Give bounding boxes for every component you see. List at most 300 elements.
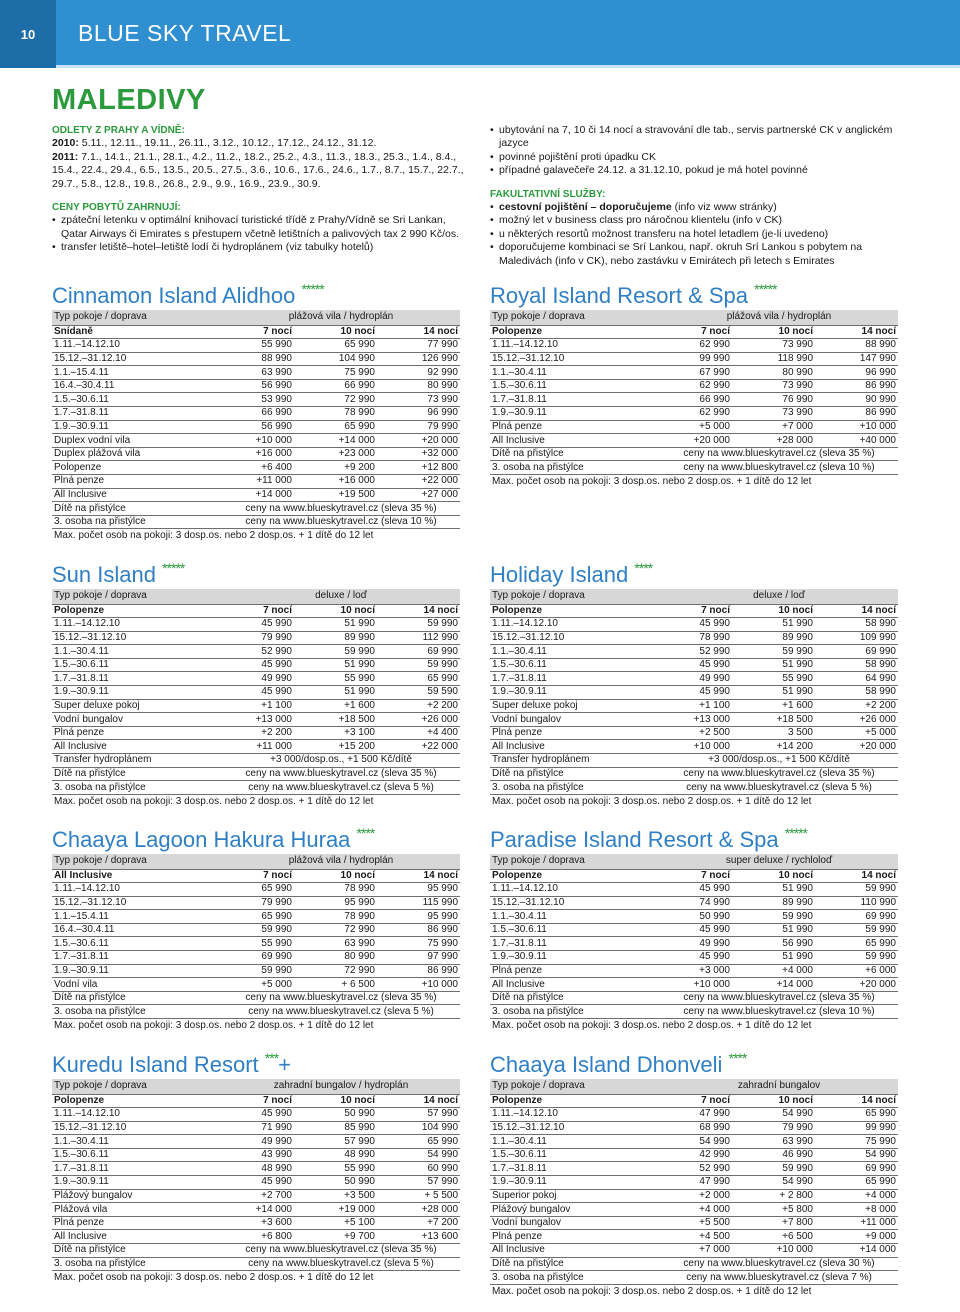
- price-cell: 51 990: [294, 618, 377, 632]
- price-cell: 69 990: [815, 645, 898, 659]
- table-row: [52, 978, 460, 992]
- nights-header: 14 nocí: [377, 325, 460, 339]
- price-cell: +1 600: [732, 699, 815, 713]
- price-cell: +4 000: [815, 1189, 898, 1203]
- price-cell: +5 000: [815, 726, 898, 740]
- price-cell: 57 990: [377, 1108, 460, 1122]
- table-row: [52, 447, 460, 461]
- nights-header: 14 nocí: [377, 1094, 460, 1108]
- row-label: Super deluxe pokoj: [490, 699, 660, 713]
- nights-header: 14 nocí: [815, 325, 898, 339]
- room-type: zahradní bungalov / hydroplán: [222, 1079, 460, 1094]
- price-cell: 89 990: [294, 631, 377, 645]
- price-cell: +18 500: [732, 713, 815, 727]
- price-cell: 45 990: [222, 1176, 294, 1190]
- table-row: [52, 1108, 460, 1122]
- price-cell: 78 990: [294, 910, 377, 924]
- price-cell: 66 990: [660, 393, 732, 407]
- table-row: [52, 488, 460, 502]
- table-row: [490, 883, 898, 897]
- merged-price-cell: ceny na www.blueskytravel.cz (sleva 35 %): [222, 767, 460, 781]
- table-row: [490, 713, 898, 727]
- table-row: [490, 1230, 898, 1244]
- price-cell: + 5 500: [377, 1189, 460, 1203]
- row-label: 1.7.–31.8.11: [52, 672, 222, 686]
- star-rating: *****: [162, 560, 185, 576]
- price-table: [490, 589, 898, 795]
- table-row: [490, 1203, 898, 1217]
- price-cell: 59 990: [815, 923, 898, 937]
- price-cell: 49 990: [222, 1135, 294, 1149]
- price-cell: 95 990: [377, 910, 460, 924]
- price-cell: 78 990: [294, 883, 377, 897]
- row-label: 3. osoba na přistýlce: [52, 515, 222, 529]
- price-cell: 75 990: [294, 366, 377, 380]
- price-cell: +2 500: [660, 726, 732, 740]
- occupancy-note: Max. počet osob na pokoji: 3 dosp.os. nebo 2 dosp.os. + 1 dítě do 12 let: [492, 795, 812, 807]
- price-cell: 45 990: [660, 923, 732, 937]
- table-row: [490, 964, 898, 978]
- table-row: [490, 951, 898, 965]
- price-cell: 53 990: [222, 393, 294, 407]
- table-header-row: [52, 1079, 460, 1094]
- table-row: [52, 1257, 460, 1271]
- row-label: 1.9.–30.9.11: [490, 686, 660, 700]
- price-cell: +14 000: [222, 1203, 294, 1217]
- merged-price-cell: ceny na www.blueskytravel.cz (sleva 35 %): [222, 991, 460, 1005]
- price-cell: +6 400: [222, 461, 294, 475]
- price-cell: 79 990: [222, 896, 294, 910]
- row-label: 1.7.–31.8.11: [490, 672, 660, 686]
- table-row: [490, 1005, 898, 1019]
- price-cell: +10 000: [222, 434, 294, 448]
- hotel-name-text: Chaaya Island Dhonveli: [490, 1052, 723, 1077]
- price-cell: 47 990: [660, 1176, 732, 1190]
- price-cell: 99 990: [815, 1121, 898, 1135]
- price-cell: 54 990: [732, 1176, 815, 1190]
- includes-item: • povinné pojištění proti úpadku CK: [490, 151, 910, 164]
- row-label: 15.12.–31.12.10: [490, 1121, 660, 1135]
- star-rating: *****: [784, 825, 807, 841]
- table-row: [490, 447, 898, 461]
- table-row: [52, 740, 460, 754]
- price-cell: +3 500: [294, 1189, 377, 1203]
- hotel-name: [52, 1051, 460, 1079]
- room-type: plážová vila / hydroplán: [660, 310, 898, 325]
- price-cell: +4 000: [660, 1203, 732, 1217]
- price-cell: +6 800: [222, 1230, 294, 1244]
- row-label: 3. osoba na přistýlce: [52, 781, 222, 795]
- table-header-row: [490, 589, 898, 604]
- row-label: Plážový bungalov: [52, 1189, 222, 1203]
- row-label: 1.7.–31.8.11: [490, 393, 660, 407]
- price-cell: 67 990: [660, 366, 732, 380]
- table-row: [490, 420, 898, 434]
- row-label: Polopenze: [52, 461, 222, 475]
- table-row: [52, 434, 460, 448]
- price-cell: 79 990: [377, 420, 460, 434]
- table-row: [490, 923, 898, 937]
- row-label: 15.12.–31.12.10: [52, 352, 222, 366]
- row-label: 1.5.–30.6.11: [490, 379, 660, 393]
- price-cell: +3 100: [294, 726, 377, 740]
- table-row: [490, 937, 898, 951]
- table-row: [52, 618, 460, 632]
- price-cell: 88 990: [222, 352, 294, 366]
- table-row: [52, 1162, 460, 1176]
- nights-header: 7 nocí: [660, 1094, 732, 1108]
- price-cell: 69 990: [222, 951, 294, 965]
- price-cell: +6 500: [732, 1230, 815, 1244]
- board-type: Polopenze: [490, 1094, 660, 1108]
- price-cell: 79 990: [222, 631, 294, 645]
- hotel-paradise-island-resort: [490, 826, 898, 1033]
- optional-item: • u některých resortů možnost transferu na hotel letadlem (je-li uvedeno): [490, 228, 910, 241]
- row-label: 1.9.–30.9.11: [490, 951, 660, 965]
- table-row: [490, 1108, 898, 1122]
- price-cell: 86 990: [815, 379, 898, 393]
- price-cell: 89 990: [732, 631, 815, 645]
- table-row: [52, 631, 460, 645]
- price-cell: +2 200: [222, 726, 294, 740]
- price-table: [490, 1079, 898, 1285]
- price-cell: 95 990: [377, 883, 460, 897]
- price-cell: +14 200: [732, 740, 815, 754]
- row-label: 16.4.–30.4.11: [52, 379, 222, 393]
- price-cell: +19 000: [294, 1203, 377, 1217]
- nights-header: 14 nocí: [815, 1094, 898, 1108]
- row-label: 1.5.–30.6.11: [490, 923, 660, 937]
- room-label: Typ pokoje / doprava: [490, 589, 660, 604]
- nights-header: 10 nocí: [294, 604, 377, 618]
- room-label: Typ pokoje / doprava: [490, 854, 660, 869]
- price-cell: 49 990: [660, 672, 732, 686]
- table-header-row: [490, 310, 898, 325]
- intro-left: [52, 124, 472, 255]
- price-cell: 49 990: [660, 937, 732, 951]
- row-label: Vodní bungalov: [490, 713, 660, 727]
- includes-item: • transfer letiště–hotel–letiště lodí či hydroplánem (viz tabulky hotelů): [52, 241, 472, 254]
- occupancy-note: Max. počet osob na pokoji: 3 dosp.os. nebo 2 dosp.os. + 1 dítě do 12 let: [492, 1285, 812, 1297]
- table-row: [52, 515, 460, 529]
- price-cell: 73 990: [732, 379, 815, 393]
- price-cell: +7 000: [732, 420, 815, 434]
- price-cell: 57 990: [377, 1176, 460, 1190]
- row-label: Dítě na přistýlce: [52, 767, 222, 781]
- table-row: [490, 1176, 898, 1190]
- hotel-name: [490, 826, 898, 854]
- price-cell: 73 990: [377, 393, 460, 407]
- table-row: [490, 352, 898, 366]
- hotel-name: [490, 561, 898, 589]
- board-row: [490, 604, 898, 618]
- price-cell: 45 990: [222, 686, 294, 700]
- price-cell: 54 990: [815, 1148, 898, 1162]
- price-cell: 59 990: [377, 658, 460, 672]
- price-cell: +10 000: [660, 740, 732, 754]
- row-label: 1.11.–14.12.10: [52, 618, 222, 632]
- board-row: [52, 1094, 460, 1108]
- price-cell: +20 000: [660, 434, 732, 448]
- price-cell: 45 990: [222, 1108, 294, 1122]
- room-label: Typ pokoje / doprava: [52, 854, 222, 869]
- table-row: [52, 699, 460, 713]
- price-cell: +12 800: [377, 461, 460, 475]
- price-cell: 59 990: [377, 618, 460, 632]
- hotel-name: [490, 1051, 898, 1079]
- star-rating: ****: [356, 825, 375, 841]
- price-cell: 46 990: [732, 1148, 815, 1162]
- price-cell: +16 000: [222, 447, 294, 461]
- price-cell: +22 000: [377, 475, 460, 489]
- hotel-name: [52, 826, 460, 854]
- row-label: 15.12.–31.12.10: [490, 631, 660, 645]
- price-cell: +11 000: [815, 1216, 898, 1230]
- price-cell: +4 000: [732, 964, 815, 978]
- price-cell: 59 990: [815, 951, 898, 965]
- row-label: 1.7.–31.8.11: [52, 1162, 222, 1176]
- row-label: 3. osoba na přistýlce: [490, 1271, 660, 1285]
- board-row: [490, 1094, 898, 1108]
- price-cell: 86 990: [377, 964, 460, 978]
- price-cell: 86 990: [377, 923, 460, 937]
- price-cell: 74 990: [660, 896, 732, 910]
- departures-2010: [52, 137, 472, 150]
- price-cell: 86 990: [815, 407, 898, 421]
- price-cell: 58 990: [815, 658, 898, 672]
- board-row: [490, 869, 898, 883]
- hotel-name-text: Royal Island Resort & Spa: [490, 283, 749, 308]
- price-cell: 57 990: [294, 1135, 377, 1149]
- row-label: Vodní vila: [52, 978, 222, 992]
- row-label: Duplex vodní vila: [52, 434, 222, 448]
- table-header-row: [52, 310, 460, 325]
- price-cell: 104 990: [294, 352, 377, 366]
- price-cell: +1 100: [222, 699, 294, 713]
- row-label: 15.12.–31.12.10: [52, 1121, 222, 1135]
- price-cell: +20 000: [815, 978, 898, 992]
- merged-price-cell: ceny na www.blueskytravel.cz (sleva 10 %): [660, 461, 898, 475]
- price-cell: +5 100: [294, 1216, 377, 1230]
- table-row: [52, 1135, 460, 1149]
- price-cell: 115 990: [377, 896, 460, 910]
- table-row: [52, 1244, 460, 1258]
- row-label: All Inclusive: [490, 434, 660, 448]
- table-row: [490, 1216, 898, 1230]
- price-cell: 55 990: [732, 672, 815, 686]
- price-cell: +5 800: [732, 1203, 815, 1217]
- price-table: [52, 1079, 460, 1271]
- price-cell: +13 000: [222, 713, 294, 727]
- row-label: 1.1.–30.4.11: [52, 645, 222, 659]
- price-cell: +2 200: [377, 699, 460, 713]
- table-row: [52, 923, 460, 937]
- row-label: 1.7.–31.8.11: [52, 951, 222, 965]
- price-cell: +40 000: [815, 434, 898, 448]
- row-label: Dítě na přistýlce: [52, 502, 222, 516]
- merged-price-cell: ceny na www.blueskytravel.cz (sleva 5 %): [222, 781, 460, 795]
- row-label: Plážový bungalov: [490, 1203, 660, 1217]
- nights-header: 7 nocí: [660, 604, 732, 618]
- row-label: All Inclusive: [52, 1230, 222, 1244]
- table-row: [490, 1257, 898, 1271]
- table-row: [490, 1148, 898, 1162]
- nights-header: 14 nocí: [815, 869, 898, 883]
- board-type: All Inclusive: [52, 869, 222, 883]
- room-label: Typ pokoje / doprava: [490, 310, 660, 325]
- departures-2011: [52, 151, 472, 191]
- table-row: [52, 754, 460, 768]
- price-cell: +9 000: [815, 1230, 898, 1244]
- table-row: [490, 1244, 898, 1258]
- table-row: [52, 883, 460, 897]
- merged-price-cell: ceny na www.blueskytravel.cz (sleva 30 %): [660, 1257, 898, 1271]
- table-row: [490, 910, 898, 924]
- row-label: 1.11.–14.12.10: [490, 883, 660, 897]
- price-cell: 64 990: [815, 672, 898, 686]
- row-label: Plná penze: [490, 1230, 660, 1244]
- nights-header: 7 nocí: [222, 1094, 294, 1108]
- price-cell: 78 990: [294, 407, 377, 421]
- price-cell: 79 990: [732, 1121, 815, 1135]
- price-cell: 69 990: [815, 1162, 898, 1176]
- price-cell: +10 000: [732, 1244, 815, 1258]
- table-row: [490, 754, 898, 768]
- table-row: [490, 740, 898, 754]
- price-cell: 95 990: [294, 896, 377, 910]
- price-cell: 104 990: [377, 1121, 460, 1135]
- price-cell: 59 990: [732, 910, 815, 924]
- table-row: [490, 645, 898, 659]
- price-cell: 78 990: [660, 631, 732, 645]
- table-row: [52, 339, 460, 353]
- price-cell: +4 500: [660, 1230, 732, 1244]
- price-cell: 75 990: [377, 937, 460, 951]
- price-cell: 62 990: [660, 339, 732, 353]
- price-cell: 89 990: [732, 896, 815, 910]
- optional-item: • doporučujeme kombinaci se Srí Lankou, např. okruh Srí Lankou s pobytem na Maledivách (info v CK), nebo zastávku v Emirátech při letech s Emirates: [490, 241, 910, 268]
- price-cell: 45 990: [660, 658, 732, 672]
- price-cell: 51 990: [732, 883, 815, 897]
- star-rating: ****: [728, 1050, 747, 1066]
- table-row: [52, 393, 460, 407]
- row-label: 3. osoba na přistýlce: [52, 1005, 222, 1019]
- table-row: [490, 781, 898, 795]
- price-cell: 80 990: [732, 366, 815, 380]
- price-cell: 52 990: [222, 645, 294, 659]
- table-row: [490, 339, 898, 353]
- row-label: 1.5.–30.6.11: [490, 658, 660, 672]
- row-label: 1.1.–30.4.11: [490, 366, 660, 380]
- star-rating: *****: [754, 281, 777, 297]
- hotel-sun-island: [52, 561, 460, 809]
- price-cell: 97 990: [377, 951, 460, 965]
- price-cell: 49 990: [222, 672, 294, 686]
- table-row: [490, 699, 898, 713]
- row-label: 1.9.–30.9.11: [490, 407, 660, 421]
- row-label: 3. osoba na přistýlce: [52, 1257, 222, 1271]
- merged-price-cell: ceny na www.blueskytravel.cz (sleva 5 %): [222, 1257, 460, 1271]
- table-row: [52, 1121, 460, 1135]
- price-cell: 66 990: [294, 379, 377, 393]
- optional-heading: FAKULTATIVNÍ SLUŽBY:: [490, 188, 606, 200]
- nights-header: 14 nocí: [815, 604, 898, 618]
- nights-header: 14 nocí: [377, 604, 460, 618]
- table-row: [52, 1148, 460, 1162]
- merged-price-cell: ceny na www.blueskytravel.cz (sleva 35 %): [660, 447, 898, 461]
- row-label: All Inclusive: [52, 488, 222, 502]
- table-row: [490, 1135, 898, 1149]
- nights-header: 10 nocí: [294, 325, 377, 339]
- departures-heading: ODLETY Z PRAHY A VÍDNĚ:: [52, 125, 185, 136]
- row-label: Plná penze: [490, 964, 660, 978]
- hotel-name: [52, 282, 460, 310]
- price-cell: +23 000: [294, 447, 377, 461]
- price-cell: +11 000: [222, 740, 294, 754]
- price-cell: +32 000: [377, 447, 460, 461]
- row-label: 1.1.–15.4.11: [52, 910, 222, 924]
- price-cell: +2 200: [815, 699, 898, 713]
- merged-price-cell: ceny na www.blueskytravel.cz (sleva 35 %): [222, 1244, 460, 1258]
- row-label: Dítě na přistýlce: [52, 1244, 222, 1258]
- price-cell: 59 990: [294, 645, 377, 659]
- rating-suffix: +: [278, 1052, 292, 1077]
- table-row: [490, 896, 898, 910]
- price-cell: +10 000: [377, 978, 460, 992]
- price-cell: 59 990: [732, 1162, 815, 1176]
- merged-price-cell: ceny na www.blueskytravel.cz (sleva 5 %): [660, 781, 898, 795]
- room-label: Typ pokoje / doprava: [490, 1079, 660, 1094]
- price-cell: +20 000: [377, 434, 460, 448]
- room-type: deluxe / loď: [222, 589, 460, 604]
- brand-name: BLUE SKY TRAVEL: [78, 20, 292, 46]
- price-cell: 48 990: [222, 1162, 294, 1176]
- price-cell: 45 990: [660, 618, 732, 632]
- price-cell: +9 200: [294, 461, 377, 475]
- table-row: [490, 618, 898, 632]
- table-row: [52, 991, 460, 1005]
- price-cell: +26 000: [815, 713, 898, 727]
- includes-item: • případné galavečeře 24.12. a 31.12.10, pokud je má hotel povinné: [490, 164, 910, 177]
- row-label: Plná penze: [52, 475, 222, 489]
- price-cell: +14 000: [732, 978, 815, 992]
- row-label: Vodní bungalov: [490, 1216, 660, 1230]
- table-row: [490, 379, 898, 393]
- row-label: 1.11.–14.12.10: [52, 1108, 222, 1122]
- price-cell: 59 990: [815, 883, 898, 897]
- price-cell: 45 990: [660, 686, 732, 700]
- price-cell: +4 400: [377, 726, 460, 740]
- room-label: Typ pokoje / doprava: [52, 1079, 222, 1094]
- merged-price-cell: ceny na www.blueskytravel.cz (sleva 5 %): [222, 1005, 460, 1019]
- price-cell: +7 000: [660, 1244, 732, 1258]
- price-cell: 58 990: [815, 686, 898, 700]
- price-cell: 90 990: [815, 393, 898, 407]
- nights-header: 10 nocí: [294, 869, 377, 883]
- hotel-holiday-island: [490, 561, 898, 809]
- occupancy-note: Max. počet osob na pokoji: 3 dosp.os. nebo 2 dosp.os. + 1 dítě do 12 let: [492, 1020, 812, 1032]
- price-cell: 55 990: [222, 339, 294, 353]
- price-cell: 51 990: [732, 686, 815, 700]
- table-row: [490, 434, 898, 448]
- includes-item: • ubytování na 7, 10 či 14 nocí a stravování dle tab., servis partnerské CK v anglickém jazyce: [490, 124, 910, 151]
- price-cell: 110 990: [815, 896, 898, 910]
- table-row: [52, 937, 460, 951]
- table-row: [52, 767, 460, 781]
- price-cell: 54 990: [377, 1148, 460, 1162]
- table-row: [52, 1176, 460, 1190]
- intro-right: [490, 124, 910, 268]
